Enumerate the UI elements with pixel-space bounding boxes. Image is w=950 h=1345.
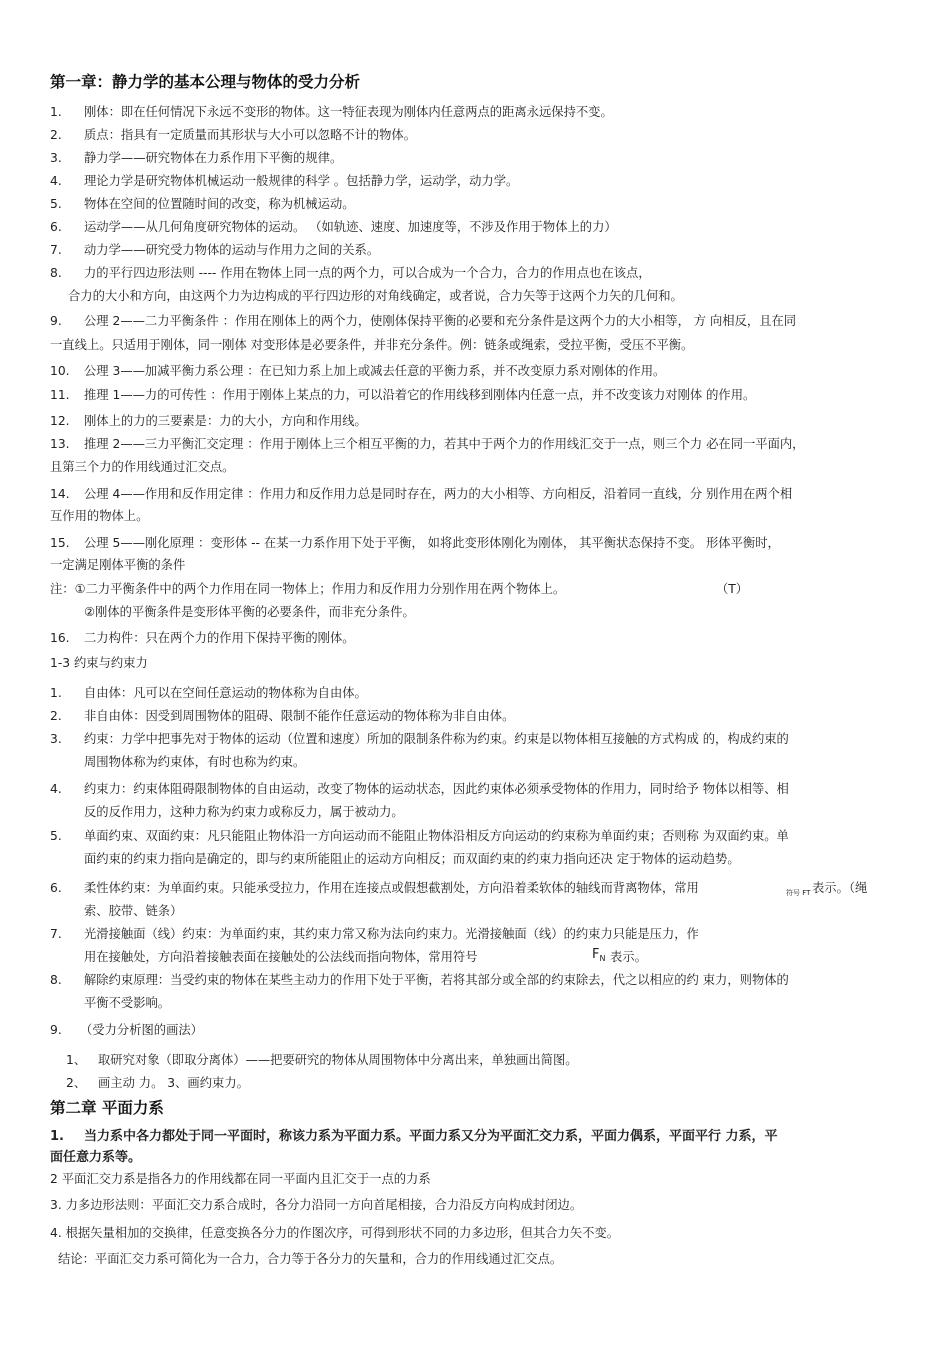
chapter2-title: 第二章 平面力系 <box>50 1099 164 1117</box>
item-number: 12. <box>50 414 70 428</box>
item-number: 6. <box>50 220 62 234</box>
item-text-continued: 用在接触处，方向沿着接触表面在接触处的公法线而指向物体，常用符号 <box>84 950 478 964</box>
item-text-continued: 平衡不受影响。 <box>84 996 171 1010</box>
item-number: 7. <box>50 243 62 257</box>
item-text: 刚体：即在任何情况下永远不变形的物体。这一特征表现为刚体内任意两点的距离永远保持不变。 <box>84 105 613 119</box>
item-text-continued: 面约束的约束力指向是确定的，即与约束所能阻止的运动方向相反；而双面约束的约束力指向还决 定于物体的运动趋势。 <box>84 852 740 866</box>
item-text-continued: 面任意力系等。 <box>50 1150 142 1165</box>
item-number: 7. <box>50 927 62 941</box>
item-text: 公理 2——二力平衡条件 ：作用在刚体上的两个力，使刚体保持平衡的必要和充分条件是这两个力的大小相等， 方 向相反，且在同 <box>84 314 797 328</box>
chapter1-title: 第一章：静力学的基本公理与物体的受力分析 <box>50 73 361 91</box>
section-heading-1-3: 1-3 约束与约束力 <box>50 656 148 670</box>
item-text: 约束：力学中把事先对于物体的运动（位置和速度）所加的限制条件称为约束。约束是以物体相互接触的方式构成 的，构成约束的 <box>84 732 789 746</box>
item-number: 9. <box>50 1023 62 1037</box>
item-text-continued: 索、胶带、链条） <box>84 904 183 918</box>
item-number: 1. <box>50 686 62 700</box>
ch2-item-3: 3. 力多边形法则：平面汇交力系合成时，各分力沿同一方向首尾相接，合力沿反方向构成封闭边。 <box>50 1198 583 1212</box>
item-number: 2. <box>50 709 62 723</box>
item-text: 静力学——研究物体在力系作用下平衡的规律。 <box>84 151 343 165</box>
item-text: 二力构件：只在两个力的作用下保持平衡的刚体。 <box>84 631 355 645</box>
item-text: 推理 1——力的可传性 ：作用于刚体上某点的力，可以沿着它的作用线移到刚体内任意一点，并不改变该力对刚体 的作用。 <box>84 388 756 402</box>
item-number: 9. <box>50 314 62 328</box>
item-text-continued: 周围物体称为约束体，有时也称为约束。 <box>84 755 306 769</box>
item-text-continued: 一直线上。只适用于刚体，同一刚体 对变形体是必要条件，并非充分条件。例：链条或绳索，受拉平衡，受压不平衡。 <box>50 338 694 352</box>
item-number: 1. <box>50 1129 64 1144</box>
item-text: （受力分析图的画法） <box>80 1023 203 1037</box>
note-2: ②刚体的平衡条件是变形体平衡的必要条件，而非充分条件。 <box>84 605 415 619</box>
item-number: 15. <box>50 536 70 550</box>
ch2-conclusion: 结论：平面汇交力系可简化为一合力，合力等于各分力的矢量和，合力的作用线通过汇交点。 <box>58 1252 563 1266</box>
item-text: 公理 3——加减平衡力系公理 ：在已知力系上加上或减去任意的平衡力系，并不改变原力系对刚体的作用。 <box>84 364 666 378</box>
symbol-fn <box>592 946 605 968</box>
item-number: 5. <box>50 829 62 843</box>
item-text: 单面约束、双面约束：凡只能阻止物体沿一方向运动而不能阻止物体沿相反方向运动的约束称为单面约束；否则称 为双面约束。单 <box>84 829 789 843</box>
item-text-continued: 反的反作用力，这种力称为约束力或称反力，属于被动力。 <box>84 805 404 819</box>
item-text: 物体在空间的位置随时间的改变，称为机械运动。 <box>84 197 355 211</box>
item-text: 动力学——研究受力物体的运动与作用力之间的关系。 <box>84 243 380 257</box>
item-number: 8. <box>50 266 62 280</box>
step-number: 1、 <box>66 1053 87 1067</box>
step-text: 取研究对象（即取分离体）——把要研究的物体从周围物体中分离出来，单独画出简图。 <box>98 1053 578 1067</box>
item-number: 3. <box>50 732 62 746</box>
symbol-ft: 符号 FT <box>786 889 811 897</box>
symbol-fn-subscript: N <box>599 954 606 963</box>
item-text: 理论力学是研究物体机械运动一般规律的科学 。包括静力学，运动学，动力学。 <box>84 174 519 188</box>
note-1-mark: （T） <box>716 582 749 596</box>
item-number: 5. <box>50 197 62 211</box>
item-text: 光滑接触面（线）约束：为单面约束，其约束力常又称为法向约束力。光滑接触面（线）的约束力只能是压力，作 <box>84 927 699 941</box>
item-text: 运动学——从几何角度研究物体的运动。 （如轨迹、速度、加速度等，不涉及作用于物体上的力） <box>84 220 617 234</box>
item-number: 13. <box>50 437 70 451</box>
item-text: 刚体上的力的三要素是：力的大小，方向和作用线。 <box>84 414 367 428</box>
symbol-fn-base: F <box>592 947 600 962</box>
item-number: 14. <box>50 487 70 501</box>
item-text-continued: 一定满足刚体平衡的条件 <box>50 558 186 572</box>
ch2-item-2: 2 平面汇交力系是指各力的作用线都在同一平面内且汇交于一点的力系 <box>50 1172 431 1186</box>
item-text: 公理 4——作用和反作用定律 ：作用力和反作用力总是同时存在，两力的大小相等、方向相反，沿着同一直线，分 别作用在两个相 <box>84 487 793 501</box>
note-1: 注：①二力平衡条件中的两个力作用在同一物体上；作用力和反作用力分别作用在两个物体上。 <box>50 582 566 596</box>
item-text-after-symbol: 表示。（绳 <box>812 881 868 895</box>
ch2-item-4: 4. 根据矢量相加的交换律，任意变换各分力的作图次序，可得到形状不同的力多边形，但其合力矢不变。 <box>50 1226 620 1240</box>
item-number: 6. <box>50 881 62 895</box>
item-number: 8. <box>50 973 62 987</box>
item-text: 自由体：凡可以在空间任意运动的物体称为自由体。 <box>84 686 367 700</box>
item-text: 公理 5——刚化原理 ：变形体 -- 在某一力系作用下处于平衡， 如将此变形体刚化为刚体， 其平衡状态保持不变。 形体平衡时， <box>84 536 780 550</box>
item-number: 1. <box>50 105 62 119</box>
item-number: 2. <box>50 128 62 142</box>
item-text: 当力系中各力都处于同一平面时，称该力系为平面力系。平面力系又分为平面汇交力系，平面力偶系，平面平行 力系，平 <box>84 1129 778 1144</box>
step-text: 画主动 力。 3、画约束力。 <box>98 1076 249 1090</box>
item-number: 4. <box>50 174 62 188</box>
item-text-continued: 互作用的物体上。 <box>50 509 149 523</box>
item-text: 非自由体：因受到周围物体的阻碍、限制不能作任意运动的物体称为非自由体。 <box>84 709 515 723</box>
item-number: 10. <box>50 364 70 378</box>
item-text: 力的平行四边形法则 ---- 作用在物体上同一点的两个力，可以合成为一个合力，合力的作用点也在该点， <box>84 266 651 280</box>
item-text-after-symbol: 表示。 <box>610 950 647 964</box>
item-text: 约束力：约束体阻碍限制物体的自由运动，改变了物体的运动状态，因此约束体必须承受物体的作用力，同时给予 物体以相等、相 <box>84 782 789 796</box>
item-text: 质点：指具有一定质量而其形状与大小可以忽略不计的物体。 <box>84 128 417 142</box>
item-text-continued: 且第三个力的作用线通过汇交点。 <box>50 460 235 474</box>
item-number: 16. <box>50 631 70 645</box>
item-text: 柔性体约束：为单面约束。只能承受拉力，作用在连接点或假想截割处，方向沿着柔软体的轴线而背离物体，常用 <box>84 881 699 895</box>
step-number: 2、 <box>66 1076 87 1090</box>
item-text-continued: 合力的大小和方向，由这两个力为边构成的平行四边形的对角线确定，或者说，合力矢等于这两个力矢的几何和。 <box>68 289 683 303</box>
item-number: 11. <box>50 388 70 402</box>
item-number: 4. <box>50 782 62 796</box>
item-text: 解除约束原理：当受约束的物体在某些主动力的作用下处于平衡，若将其部分或全部的约束除去，代之以相应的约 束力，则物体的 <box>84 973 789 987</box>
item-text: 推理 2——三力平衡汇交定理 ：作用于刚体上三个相互平衡的力，若其中于两个力的作用线汇交于一点，则三个力 必在同一平面内， <box>84 437 805 451</box>
item-number: 3. <box>50 151 62 165</box>
